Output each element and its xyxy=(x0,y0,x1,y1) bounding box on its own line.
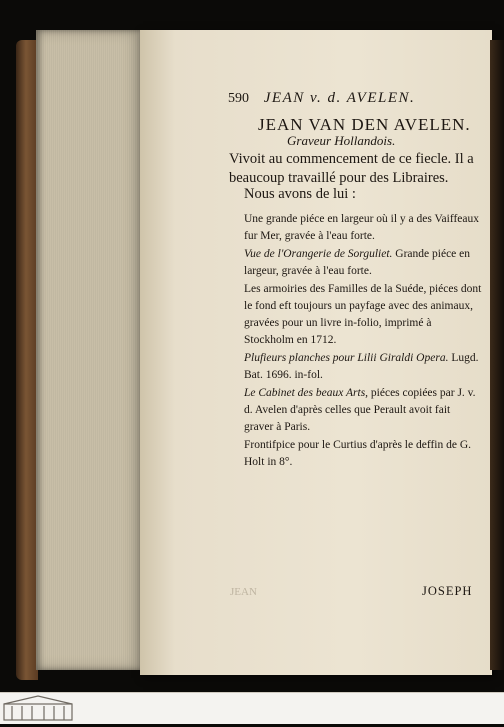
viewer-footer xyxy=(0,692,504,724)
bleed-through-text: JEAN xyxy=(230,586,257,598)
catchword: JOSEPH xyxy=(422,584,473,598)
entry-italic: Vue de l'Orangerie de Sorguliet. xyxy=(244,248,393,260)
entry-text: Une grande piéce en largeur où il y a des Vaiffeaux fur Mer, gravée à l'eau forte. xyxy=(244,213,480,242)
entry-text: Lugd. Bat. 1696. in-fol. xyxy=(244,352,479,381)
entry-text: piéces copiées par J. v. d. Avelen d'après celles que Perault avoit fait graver à Paris. xyxy=(244,387,476,433)
building-logo-icon[interactable] xyxy=(2,694,74,727)
page-edges xyxy=(36,30,144,670)
work-entry xyxy=(244,246,482,280)
entry-text: Les armoiries des Familles de la Suéde, piéces dont le fond eft toujours un payfage avec des animaux, gravées pour un livre in-folio, imprimé à Stockholm en 1712. xyxy=(244,283,482,346)
entry-text: Frontifpice pour le Curtius d'après le deffin de G. Holt in 8°. xyxy=(244,439,472,468)
work-entry xyxy=(244,437,482,471)
running-head xyxy=(228,90,415,107)
work-entry xyxy=(244,281,482,349)
work-entry xyxy=(244,350,482,384)
book-spine xyxy=(16,40,38,680)
work-entry xyxy=(244,385,482,436)
work-entry xyxy=(244,211,482,245)
page-number: 590 xyxy=(228,91,249,106)
cover-edge xyxy=(490,40,504,670)
intro-paragraph: Vivoit au commencement de ce fiecle. Il a beaucoup travaillé pour des Libraires. xyxy=(229,151,474,186)
entry-subheading: Graveur Hollandois. xyxy=(287,133,396,148)
entry-heading: JEAN VAN DEN AVELEN. xyxy=(258,115,471,134)
running-head-title: JEAN v. d. AVELEN. xyxy=(263,90,416,106)
lead-line: Nous avons de lui : xyxy=(244,186,356,202)
entry-italic: Plufieurs planches pour Lilii Giraldi Opera. xyxy=(244,352,449,364)
entry-text: Grande piéce en largeur, gravée à l'eau forte. xyxy=(244,248,471,277)
entry-italic: Le Cabinet des beaux Arts, xyxy=(244,387,369,399)
